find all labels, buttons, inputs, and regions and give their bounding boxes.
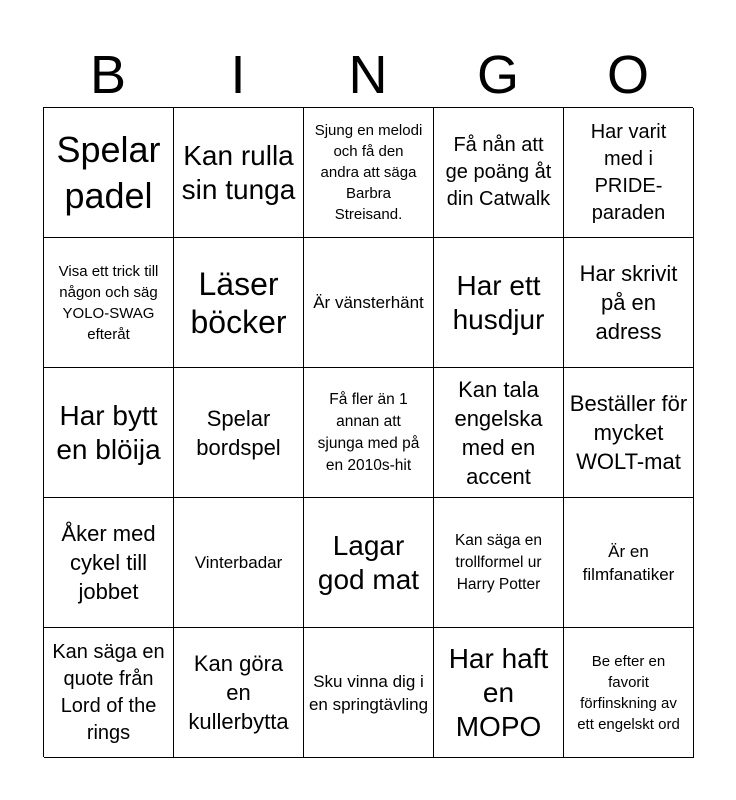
cell-text: Spelar padel: [56, 128, 161, 216]
bingo-grid: [43, 107, 693, 757]
cell-text: Har ett husdjur: [452, 269, 545, 335]
bingo-cell[interactable]: [564, 628, 694, 758]
cell-text: Åker med cykel till jobbet: [61, 521, 156, 604]
bingo-cell[interactable]: [174, 368, 304, 498]
bingo-cell[interactable]: [174, 238, 304, 368]
cell-text: Be efter en favorit förfinskning av ett engelskt ord: [577, 652, 680, 733]
cell-text: Har skrivit på en adress: [579, 261, 678, 344]
bingo-cell[interactable]: [564, 368, 694, 498]
cell-text: Få nån att ge poäng åt din Catwalk: [445, 134, 552, 210]
header-letter-g: G: [476, 45, 519, 105]
bingo-cell[interactable]: [434, 498, 564, 628]
bingo-cell[interactable]: [564, 498, 694, 628]
bingo-cell[interactable]: [304, 628, 434, 758]
cell-text: Lagar god mat: [317, 529, 420, 595]
header-letter-o: O: [606, 45, 649, 105]
bingo-cell[interactable]: [434, 108, 564, 238]
bingo-cell[interactable]: [44, 108, 174, 238]
cell-text: Sjung en melodi och få den andra att säga Barbra Streisand.: [314, 122, 423, 223]
bingo-cell[interactable]: [304, 108, 434, 238]
header-letter-i: I: [230, 45, 246, 105]
cell-text: Beställer för mycket WOLT-mat: [569, 391, 688, 474]
bingo-cell[interactable]: [174, 628, 304, 758]
cell-text: Har bytt en blöija: [56, 399, 161, 465]
header-letter-b: B: [89, 45, 127, 105]
bingo-header: [43, 40, 693, 110]
bingo-cell[interactable]: [564, 108, 694, 238]
bingo-cell[interactable]: [174, 498, 304, 628]
cell-text: Sku vinna dig i en springtävling: [308, 671, 429, 714]
cell-text: Kan säga en trollformel ur Harry Potter: [454, 531, 543, 593]
bingo-cell[interactable]: [304, 498, 434, 628]
cell-text: Få fler än 1 annan att sjunga med på en 2010s-hit: [317, 390, 420, 474]
cell-text: Kan säga en quote från Lord of the rings: [52, 640, 165, 744]
cell-text: Läser böcker: [190, 265, 287, 340]
bingo-cell[interactable]: [304, 368, 434, 498]
bingo-cell[interactable]: [174, 108, 304, 238]
cell-text: Är en filmfanatiker: [582, 541, 675, 584]
cell-text: Kan tala engelska med en accent: [454, 376, 543, 489]
bingo-cell[interactable]: [304, 238, 434, 368]
cell-text: Har varit med i PRIDE-paraden: [590, 120, 667, 224]
bingo-cell[interactable]: [44, 368, 174, 498]
cell-text: Kan göra en kullerbytta: [188, 651, 289, 734]
bingo-cell[interactable]: [434, 368, 564, 498]
cell-text: Kan rulla sin tunga: [181, 139, 296, 205]
bingo-cell[interactable]: [564, 238, 694, 368]
cell-text: Visa ett trick till någon och säg YOLO-SWAG efteråt: [58, 262, 159, 343]
cell-text: Vinterbadar: [194, 553, 283, 572]
cell-text: Är vänsterhänt: [313, 293, 424, 312]
bingo-cell[interactable]: [44, 498, 174, 628]
header-letter-n: N: [348, 45, 388, 105]
cell-text: Spelar bordspel: [196, 405, 281, 460]
cell-text: Har haft en MOPO: [448, 642, 549, 742]
bingo-cell[interactable]: [44, 628, 174, 758]
bingo-cell[interactable]: [434, 238, 564, 368]
bingo-cell[interactable]: [44, 238, 174, 368]
bingo-cell[interactable]: [434, 628, 564, 758]
